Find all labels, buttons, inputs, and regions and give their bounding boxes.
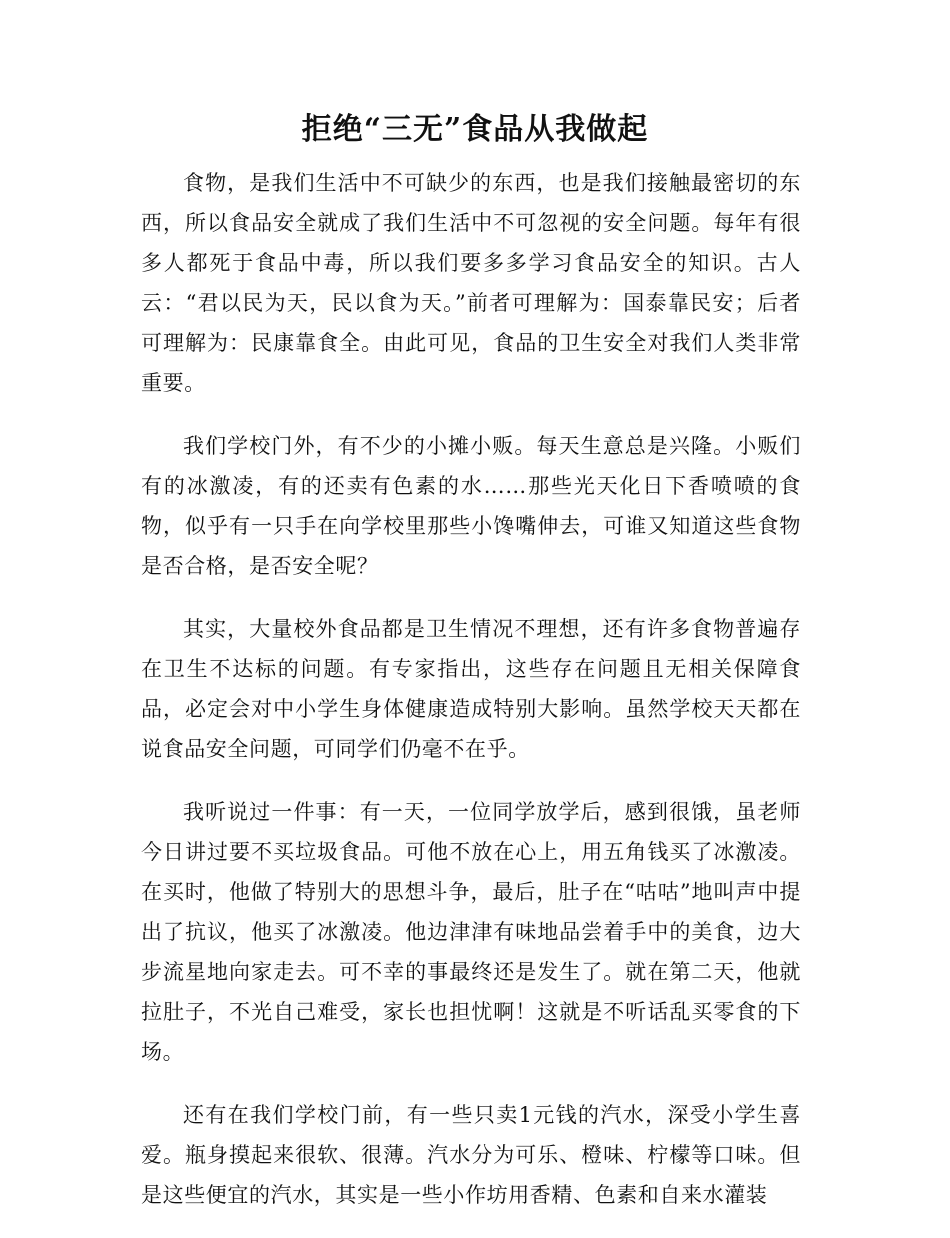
paragraph-1: 食物，是我们生活中不可缺少的东西，也是我们接触最密切的东西，所以食品安全就成了我们生活中不可忽视的安全问题。每年有很多人都死于食品中毒，所以我们要多多学习食品安全的知识。古人云：“君以民为天，民以食为天。”前者可理解为：国泰靠民安；后者可理解为：民康靠食全。由此可见，食品的卫生安全对我们人类非常重要。 bbox=[141, 171, 801, 395]
paragraph-4: 我听说过一件事：有一天，一位同学放学后，感到很饿，虽老师今日讲过要不买垃圾食品。可他不放在心上，用五角钱买了冰激凌。在买时，他做了特别大的思想斗争，最后，肚子在“咕咕”地叫声中提出了抗议，他买了冰激凌。他边津津有味地品尝着手中的美食，边大步流星地向家走去。可不幸的事最终还是发生了。就在第二天，他就拉肚子，不光自己难受，家长也担忧啊！这就是不听话乱买零食的下场。 bbox=[141, 800, 801, 1064]
paragraph-2: 我们学校门外，有不少的小摊小贩。每天生意总是兴隆。小贩们有的冰激凌，有的还卖有色素的水……那些光天化日下香喷喷的食物，似乎有一只手在向学校里那些小馋嘴伸去，可谁又知道这些食物是否合格，是否安全呢？ bbox=[141, 434, 801, 578]
paragraph-3: 其实，大量校外食品都是卫生情况不理想，还有许多食物普遍存在卫生不达标的问题。有专家指出，这些存在问题且无相关保障食品，必定会对中小学生身体健康造成特别大影响。虽然学校天天都在说食品安全问题，可同学们仍毫不在乎。 bbox=[141, 617, 801, 761]
document-body bbox=[141, 163, 801, 1238]
paragraph-5: 还有在我们学校门前，有一些只卖1元钱的汽水，深受小学生喜爱。瓶身摸起来很软、很薄。汽水分为可乐、橙味、柠檬等口味。但是这些便宜的汽水，其实是一些小作坊用香精、色素和自来水灌装 bbox=[141, 1103, 801, 1207]
document-title: 拒绝“三无”食品从我做起 bbox=[301, 112, 649, 147]
